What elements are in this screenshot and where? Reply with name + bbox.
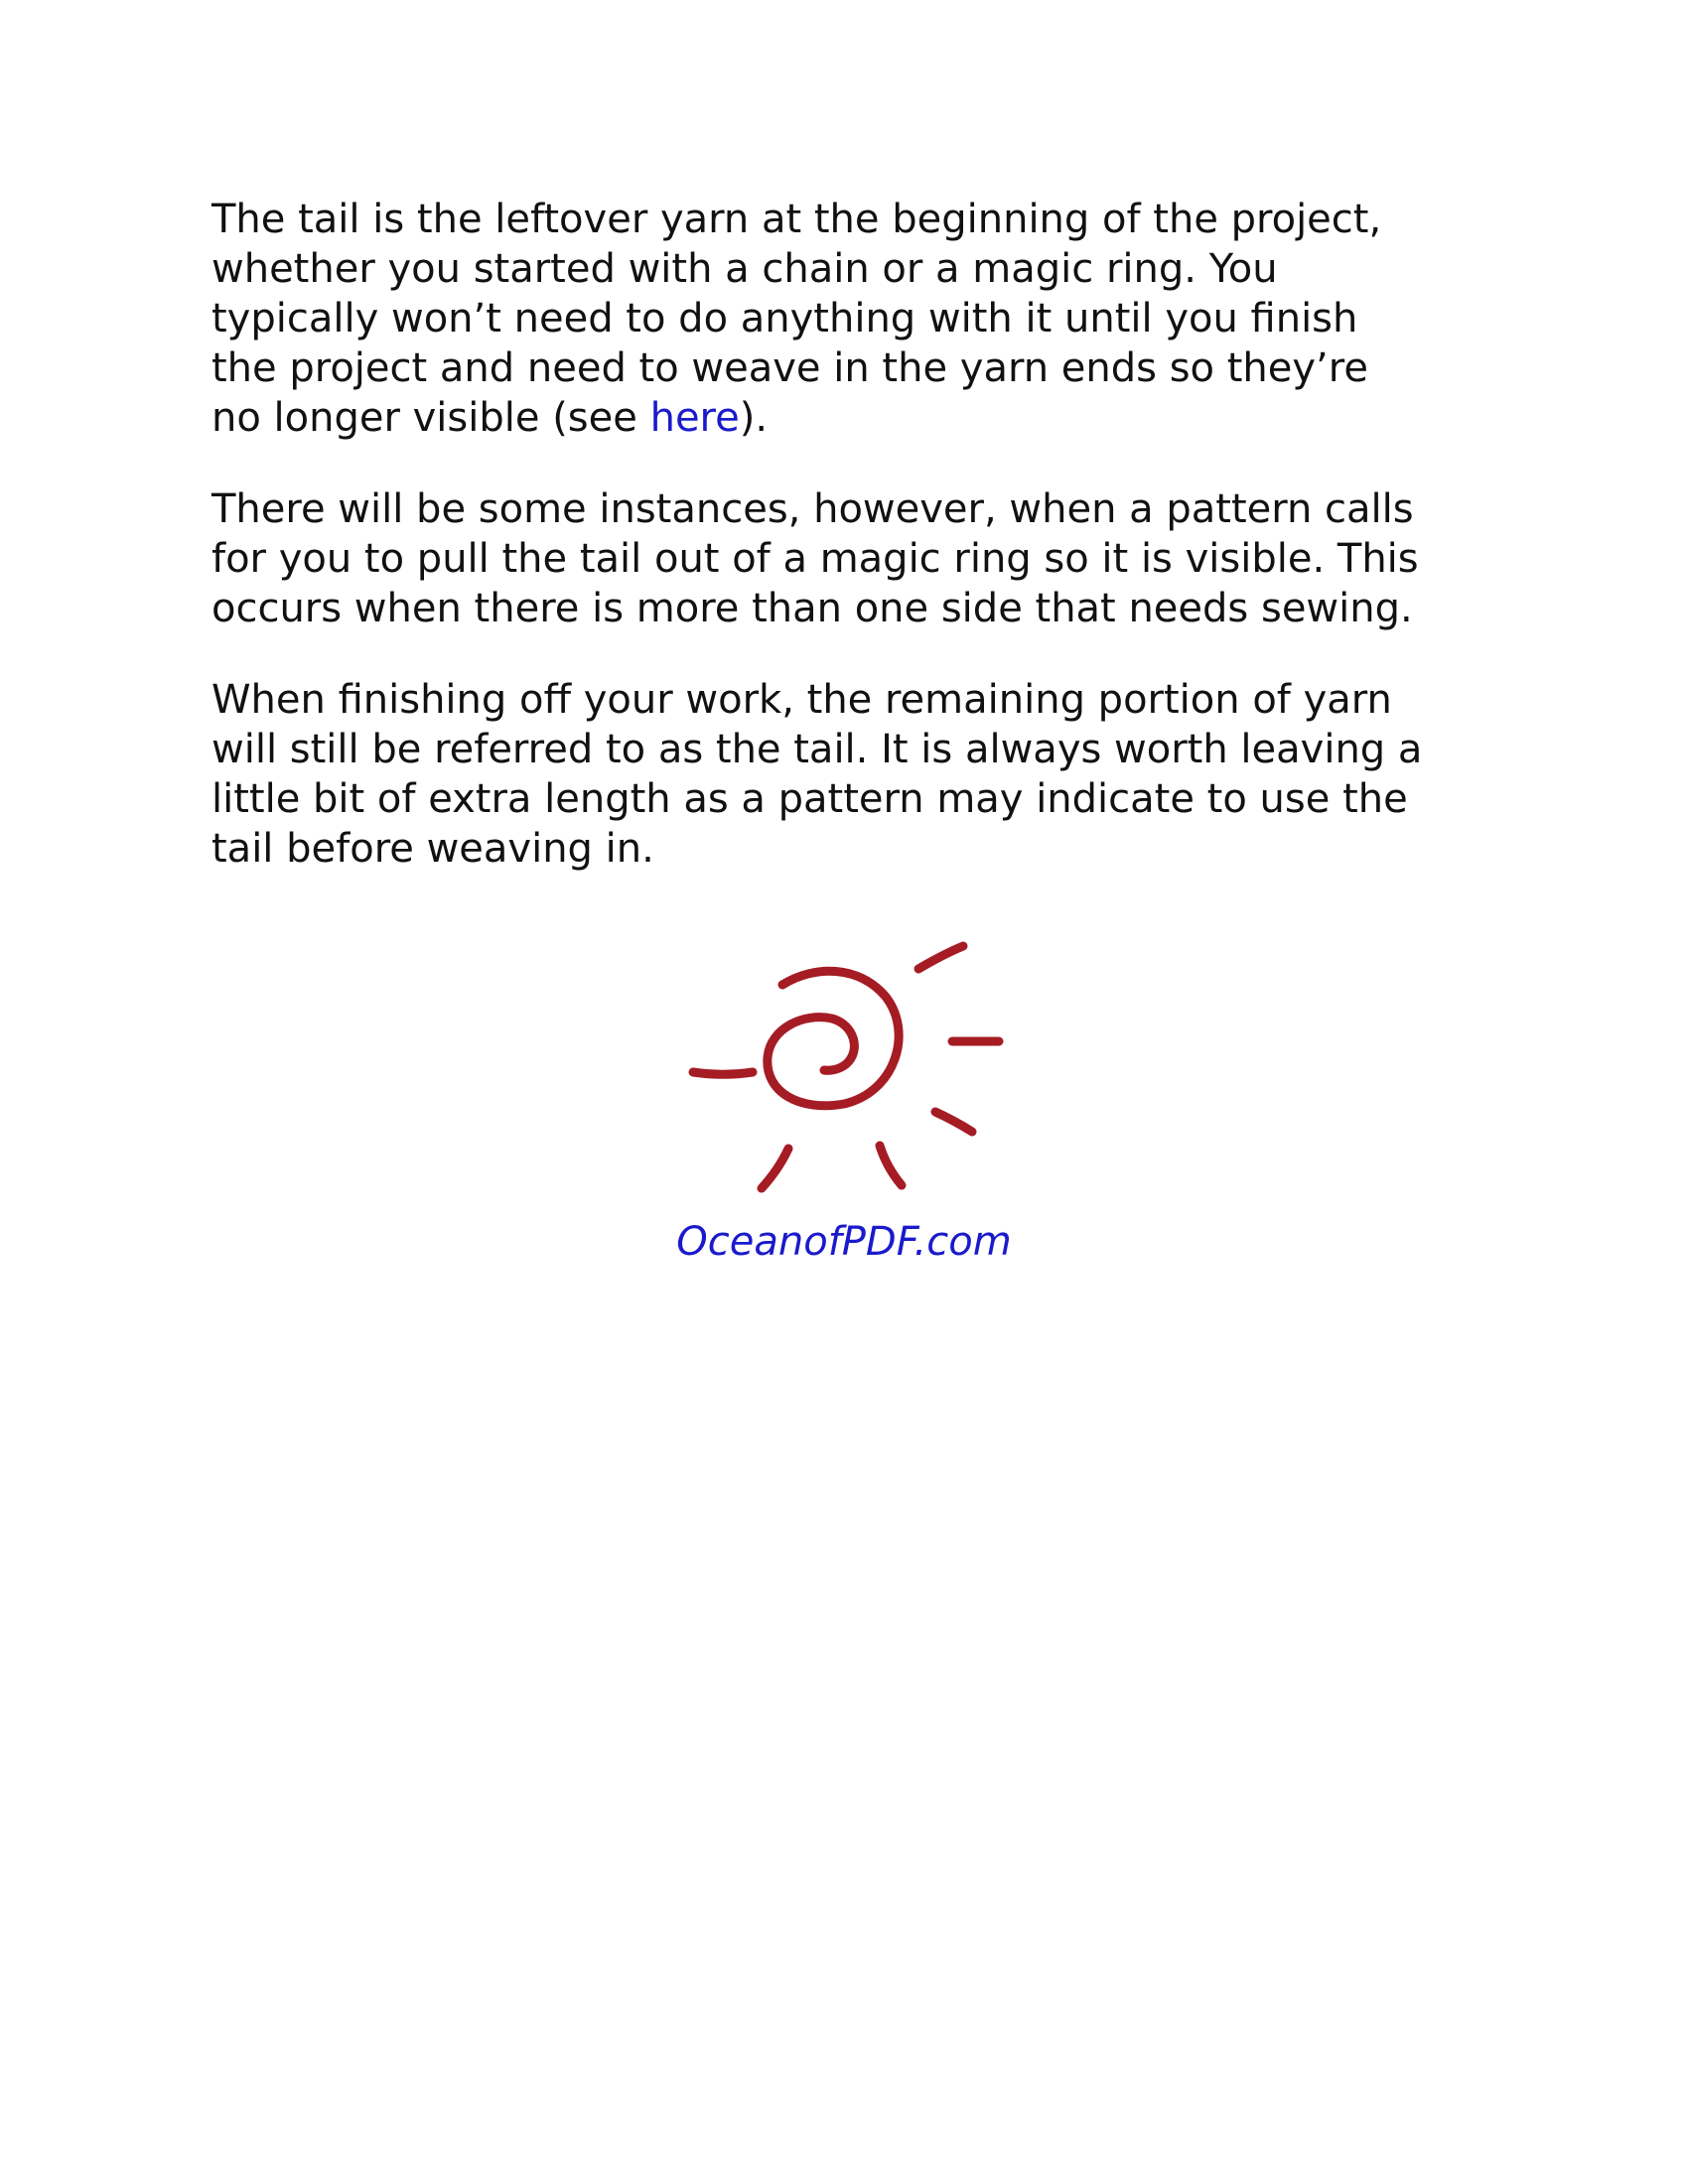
paragraph-tail-definition — [211, 195, 1502, 443]
text-line: When finishing off your work, the remaining portion of yarn — [211, 677, 1392, 723]
text-line: tail before weaving in. — [211, 826, 654, 872]
text-fragment: ). — [739, 395, 769, 441]
text-line: will still be referred to as the tail. It is always worth leaving a — [211, 727, 1423, 772]
text-line: occurs when there is more than one side that needs sewing. — [211, 586, 1413, 631]
text-line: There will be some instances, however, when a pattern calls — [211, 486, 1414, 532]
text-fragment: no longer visible (see — [211, 395, 650, 441]
here-link[interactable]: here — [649, 395, 740, 441]
text-line: the project and need to weave in the yarn ends so they’re — [211, 345, 1368, 391]
text-line: little bit of extra length as a pattern may indicate to use the — [211, 776, 1408, 822]
sun-spiral-icon — [675, 933, 1013, 1201]
paragraph-finishing-off — [211, 675, 1502, 874]
text-line: typically won’t need to do anything with it until you finish — [211, 296, 1358, 341]
text-line: whether you started with a chain or a magic ring. You — [211, 246, 1278, 292]
document-body — [211, 195, 1502, 915]
footer-site-link[interactable] — [0, 1219, 1688, 1265]
text-line: The tail is the leftover yarn at the beginning of the project, — [211, 197, 1382, 242]
paragraph-tail-visible — [211, 484, 1502, 633]
text-line — [211, 393, 1502, 443]
text-line: for you to pull the tail out of a magic ring so it is visible. This — [211, 536, 1419, 582]
oceanofpdf-link[interactable]: OceanofPDF.com — [676, 1219, 1012, 1265]
